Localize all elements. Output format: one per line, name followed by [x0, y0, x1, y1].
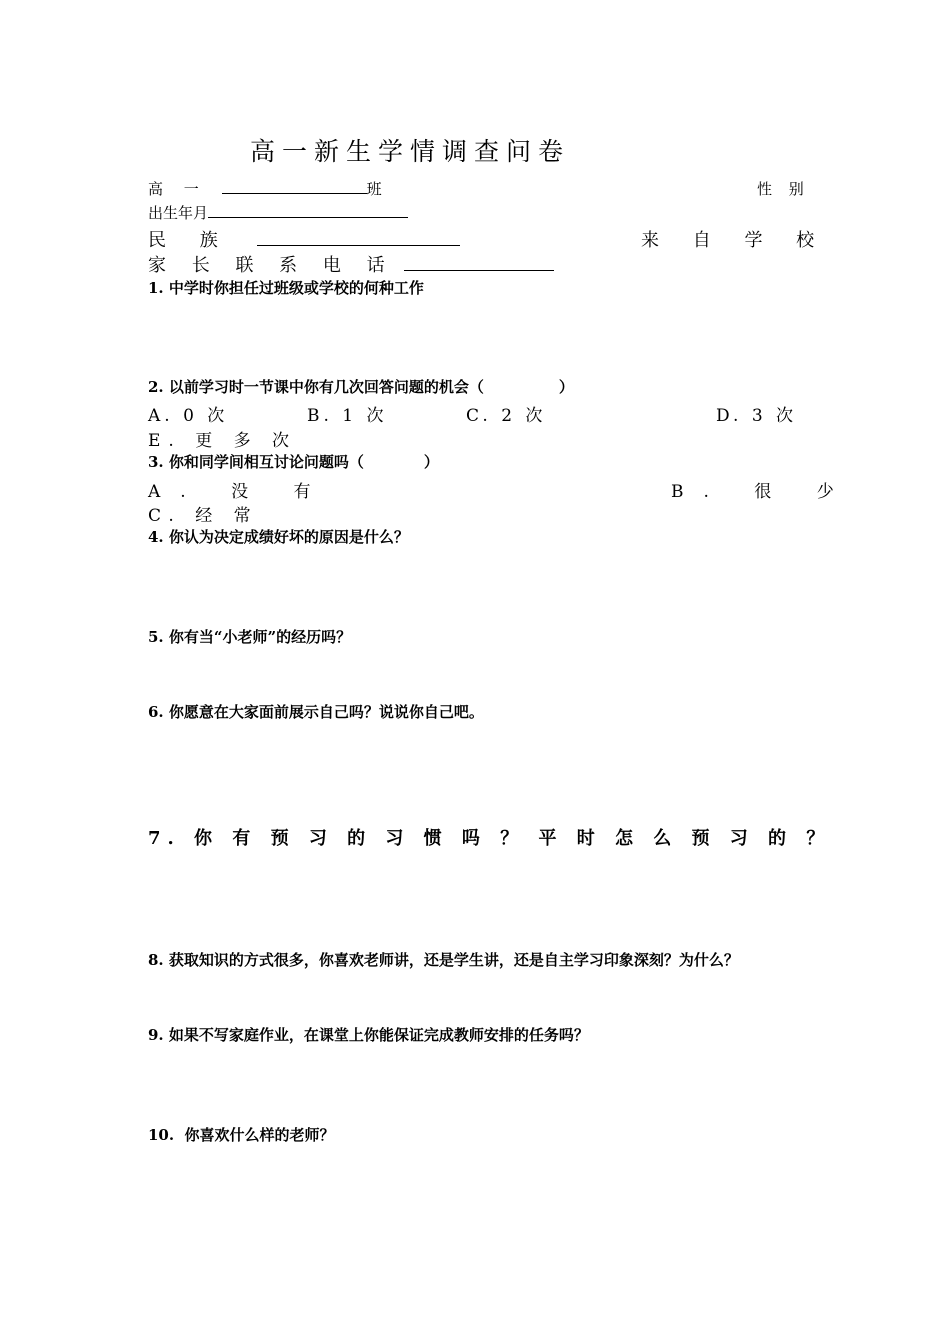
- question-8: 8. 获取知识的方式很多，你喜欢老师讲，还是学生讲，还是自主学习印象深刻？为什么？: [148, 951, 739, 969]
- ethnicity-line: [148, 226, 460, 252]
- school-label: 来 自 学 校: [641, 230, 829, 251]
- question-10: 10. 你喜欢什么样的老师？: [148, 1126, 335, 1144]
- q2-option-e[interactable]: E. 更 多 次: [148, 431, 298, 451]
- question-9: 9. 如果不写家庭作业，在课堂上你能保证完成教师安排的任务吗？: [148, 1026, 589, 1044]
- q3-option-b[interactable]: B. 很 少: [671, 482, 854, 502]
- question-7: 7. 你 有 预 习 的 习 惯 吗 ？ 平 时 怎 么 预 习 的 ？: [148, 828, 832, 849]
- question-5: 5. 你有当“小老师”的经历吗？: [148, 628, 352, 646]
- parent-phone-line: [148, 251, 554, 277]
- birth-label: 出生年月: [148, 204, 209, 222]
- ethnicity-label: 民 族: [148, 230, 232, 251]
- gender-label: 性 别: [757, 180, 810, 198]
- q2-option-c[interactable]: C. 2 次: [466, 406, 547, 426]
- question-3: 3. 你和同学间相互讨论问题吗（ ）: [148, 453, 439, 471]
- parent-phone-blank[interactable]: [404, 256, 554, 271]
- class-suffix: 班: [366, 180, 382, 198]
- question-6: 6. 你愿意在大家面前展示自己吗？说说你自己吧。: [148, 703, 484, 721]
- page-title: 高一新生学情调查问卷: [250, 137, 571, 166]
- q2-option-d[interactable]: D. 3 次: [716, 406, 798, 426]
- grade-line: [148, 178, 382, 199]
- question-1: 1. 中学时你担任过班级或学校的何种工作: [148, 279, 424, 297]
- q3-option-a[interactable]: A. 没 有: [148, 482, 331, 502]
- grade-prefix: 高 一: [148, 180, 207, 198]
- birth-blank[interactable]: [208, 203, 408, 218]
- q2-option-b[interactable]: B. 1 次: [307, 406, 388, 426]
- ethnicity-blank[interactable]: [257, 231, 460, 246]
- class-blank[interactable]: [222, 179, 367, 194]
- q3-option-c[interactable]: C. 经 常: [148, 506, 259, 526]
- question-2: 2. 以前学习时一节课中你有几次回答问题的机会（ ）: [148, 378, 574, 396]
- question-4: 4. 你认为决定成绩好坏的原因是什么？: [148, 528, 409, 546]
- birth-line: [148, 202, 408, 223]
- parent-phone-label: 家 长 联 系 电 话: [148, 255, 395, 276]
- q2-option-a[interactable]: A. 0 次: [148, 406, 229, 426]
